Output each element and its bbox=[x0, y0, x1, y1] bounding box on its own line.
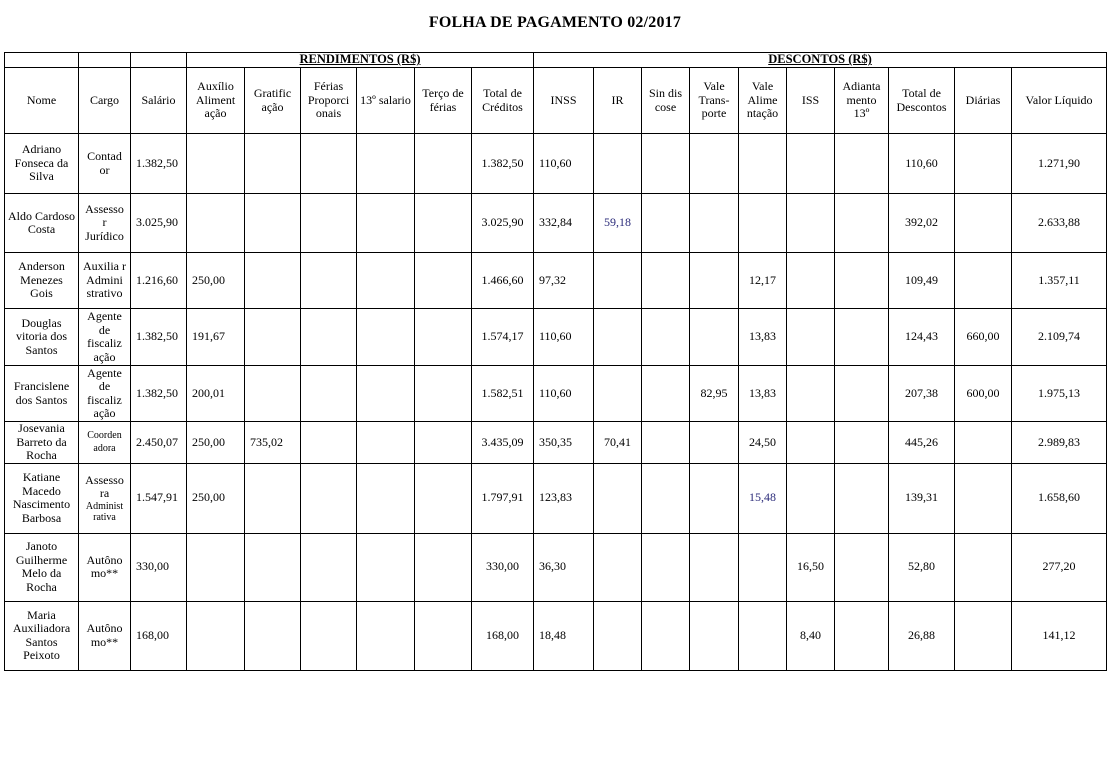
col-salario: Salário bbox=[131, 68, 187, 134]
cell-nome: Aldo Cardoso Costa bbox=[5, 194, 79, 253]
col-total-descontos: Total de Descontos bbox=[889, 68, 955, 134]
cell-ferias bbox=[301, 601, 357, 670]
cargo-text-small: Administ rativa bbox=[85, 500, 124, 523]
cell-valor-liquido: 277,20 bbox=[1012, 533, 1107, 601]
cell-vale-transporte bbox=[690, 194, 739, 253]
table-row bbox=[5, 422, 1107, 464]
cell-nome: Francislene dos Santos bbox=[5, 366, 79, 422]
cell-ir bbox=[594, 253, 642, 309]
group-header-row bbox=[5, 53, 1107, 68]
cell-inss: 350,35 bbox=[534, 422, 594, 464]
group-blank-3 bbox=[131, 53, 187, 68]
cell-inss: 97,32 bbox=[534, 253, 594, 309]
cell-total-descontos: 124,43 bbox=[889, 309, 955, 366]
cell-auxilio: 250,00 bbox=[187, 422, 245, 464]
cell-iss bbox=[787, 253, 835, 309]
cell-salario: 330,00 bbox=[131, 533, 187, 601]
cell-terco bbox=[415, 422, 472, 464]
cell-sindicato bbox=[642, 253, 690, 309]
table-row bbox=[5, 253, 1107, 309]
cell-total-creditos: 3.435,09 bbox=[472, 422, 534, 464]
cell-valor-liquido: 1.271,90 bbox=[1012, 134, 1107, 194]
cell-adiantamento bbox=[835, 194, 889, 253]
cargo-text: Assesso ra bbox=[85, 472, 124, 500]
cell-vale-alimentacao: 13,83 bbox=[739, 366, 787, 422]
cell-adiantamento bbox=[835, 253, 889, 309]
cell-salario: 1.547,91 bbox=[131, 463, 187, 533]
cell-nome: Katiane Macedo Nascimento Barbosa bbox=[5, 463, 79, 533]
cell-iss bbox=[787, 194, 835, 253]
cell-diarias bbox=[955, 463, 1012, 533]
col-gratificacao: Gratific ação bbox=[245, 68, 301, 134]
cell-vale-alimentacao bbox=[739, 134, 787, 194]
cell-auxilio bbox=[187, 134, 245, 194]
cell-valor-liquido: 1.975,13 bbox=[1012, 366, 1107, 422]
table-row bbox=[5, 134, 1107, 194]
cell-total-creditos: 1.574,17 bbox=[472, 309, 534, 366]
cell-sindicato bbox=[642, 601, 690, 670]
cell-cargo: Assesso r Jurídico bbox=[79, 194, 131, 253]
cell-terco bbox=[415, 463, 472, 533]
cell-vale-alimentacao bbox=[739, 601, 787, 670]
cell-vale-transporte bbox=[690, 309, 739, 366]
group-blank-2 bbox=[79, 53, 131, 68]
cell-decimo bbox=[357, 253, 415, 309]
cell-nome: Janoto Guilherme Melo da Rocha bbox=[5, 533, 79, 601]
cell-decimo bbox=[357, 422, 415, 464]
cell-gratificacao bbox=[245, 366, 301, 422]
cell-valor-liquido: 2.633,88 bbox=[1012, 194, 1107, 253]
cell-inss: 110,60 bbox=[534, 134, 594, 194]
cell-total-descontos: 26,88 bbox=[889, 601, 955, 670]
cell-gratificacao bbox=[245, 463, 301, 533]
payroll-table bbox=[4, 52, 1107, 671]
cell-vale-transporte: 82,95 bbox=[690, 366, 739, 422]
cell-vale-transporte bbox=[690, 253, 739, 309]
col-cargo: Cargo bbox=[79, 68, 131, 134]
cell-total-creditos: 1.582,51 bbox=[472, 366, 534, 422]
cell-diarias bbox=[955, 134, 1012, 194]
cell-salario: 2.450,07 bbox=[131, 422, 187, 464]
cell-auxilio: 250,00 bbox=[187, 253, 245, 309]
cell-cargo: Autôno mo** bbox=[79, 601, 131, 670]
col-ir: IR bbox=[594, 68, 642, 134]
cell-decimo bbox=[357, 134, 415, 194]
group-rendimentos: RENDIMENTOS (R$) bbox=[187, 53, 534, 68]
table-row bbox=[5, 194, 1107, 253]
col-adiantamento: Adianta mento 13º bbox=[835, 68, 889, 134]
cell-ferias bbox=[301, 194, 357, 253]
cell-valor-liquido: 1.357,11 bbox=[1012, 253, 1107, 309]
cell-decimo bbox=[357, 601, 415, 670]
cell-nome: Josevania Barreto da Rocha bbox=[5, 422, 79, 464]
cell-total-descontos: 207,38 bbox=[889, 366, 955, 422]
cell-vale-alimentacao: 24,50 bbox=[739, 422, 787, 464]
cell-diarias bbox=[955, 194, 1012, 253]
col-decimo: 13º salario bbox=[357, 68, 415, 134]
col-total-creditos: Total de Créditos bbox=[472, 68, 534, 134]
cell-auxilio: 250,00 bbox=[187, 463, 245, 533]
col-vale-alimentacao: Vale Alime ntação bbox=[739, 68, 787, 134]
cell-cargo: Agente de fiscaliz ação bbox=[79, 366, 131, 422]
cell-terco bbox=[415, 601, 472, 670]
payroll-rows bbox=[5, 134, 1107, 671]
table-row bbox=[5, 309, 1107, 366]
cell-total-descontos: 392,02 bbox=[889, 194, 955, 253]
cell-nome: Anderson Menezes Gois bbox=[5, 253, 79, 309]
cell-decimo bbox=[357, 309, 415, 366]
cell-total-creditos: 1.382,50 bbox=[472, 134, 534, 194]
cell-ferias bbox=[301, 366, 357, 422]
cell-vale-transporte bbox=[690, 422, 739, 464]
cell-nome: Maria Auxiliadora Santos Peixoto bbox=[5, 601, 79, 670]
cell-terco bbox=[415, 366, 472, 422]
cell-salario: 1.382,50 bbox=[131, 134, 187, 194]
cell-ferias bbox=[301, 309, 357, 366]
cell-total-descontos: 110,60 bbox=[889, 134, 955, 194]
cell-adiantamento bbox=[835, 134, 889, 194]
cell-decimo bbox=[357, 194, 415, 253]
cell-nome: Adriano Fonseca da Silva bbox=[5, 134, 79, 194]
cell-iss: 8,40 bbox=[787, 601, 835, 670]
cell-auxilio: 191,67 bbox=[187, 309, 245, 366]
col-sindicato: Sin dis cose bbox=[642, 68, 690, 134]
cell-cargo bbox=[79, 463, 131, 533]
cell-terco bbox=[415, 309, 472, 366]
cell-total-descontos: 445,26 bbox=[889, 422, 955, 464]
cell-iss bbox=[787, 463, 835, 533]
cell-valor-liquido: 2.109,74 bbox=[1012, 309, 1107, 366]
cell-ferias bbox=[301, 253, 357, 309]
cell-ir bbox=[594, 463, 642, 533]
cell-vale-alimentacao: 13,83 bbox=[739, 309, 787, 366]
cell-sindicato bbox=[642, 366, 690, 422]
col-iss: ISS bbox=[787, 68, 835, 134]
cell-salario: 3.025,90 bbox=[131, 194, 187, 253]
cell-salario: 1.216,60 bbox=[131, 253, 187, 309]
cell-ir bbox=[594, 533, 642, 601]
cell-nome: Douglas vitoria dos Santos bbox=[5, 309, 79, 366]
cell-vale-alimentacao: 12,17 bbox=[739, 253, 787, 309]
cell-terco bbox=[415, 253, 472, 309]
cell-iss bbox=[787, 366, 835, 422]
cell-total-creditos: 1.466,60 bbox=[472, 253, 534, 309]
cell-vale-transporte bbox=[690, 601, 739, 670]
cell-salario: 1.382,50 bbox=[131, 366, 187, 422]
cell-gratificacao: 735,02 bbox=[245, 422, 301, 464]
cell-adiantamento bbox=[835, 309, 889, 366]
cell-vale-alimentacao bbox=[739, 533, 787, 601]
cell-gratificacao bbox=[245, 134, 301, 194]
cell-diarias bbox=[955, 533, 1012, 601]
cell-ir: 70,41 bbox=[594, 422, 642, 464]
cell-vale-transporte bbox=[690, 134, 739, 194]
cell-adiantamento bbox=[835, 463, 889, 533]
cell-ir bbox=[594, 309, 642, 366]
cell-terco bbox=[415, 533, 472, 601]
cell-vale-transporte bbox=[690, 533, 739, 601]
cell-gratificacao bbox=[245, 533, 301, 601]
cell-total-creditos: 1.797,91 bbox=[472, 463, 534, 533]
cell-inss: 36,30 bbox=[534, 533, 594, 601]
cell-iss bbox=[787, 309, 835, 366]
cell-valor-liquido: 1.658,60 bbox=[1012, 463, 1107, 533]
cell-total-descontos: 52,80 bbox=[889, 533, 955, 601]
cell-salario: 168,00 bbox=[131, 601, 187, 670]
cell-cargo: Agente de fiscaliz ação bbox=[79, 309, 131, 366]
cell-inss: 123,83 bbox=[534, 463, 594, 533]
col-terco: Terço de férias bbox=[415, 68, 472, 134]
table-row bbox=[5, 366, 1107, 422]
cell-iss: 16,50 bbox=[787, 533, 835, 601]
cell-valor-liquido: 141,12 bbox=[1012, 601, 1107, 670]
cell-inss: 332,84 bbox=[534, 194, 594, 253]
col-valor-liquido: Valor Líquido bbox=[1012, 68, 1107, 134]
cell-adiantamento bbox=[835, 422, 889, 464]
col-diarias: Diárias bbox=[955, 68, 1012, 134]
cell-terco bbox=[415, 194, 472, 253]
group-descontos: DESCONTOS (R$) bbox=[534, 53, 1107, 68]
cell-ir bbox=[594, 601, 642, 670]
cell-ferias bbox=[301, 533, 357, 601]
table-row bbox=[5, 601, 1107, 670]
cell-ir bbox=[594, 134, 642, 194]
cell-sindicato bbox=[642, 463, 690, 533]
cell-cargo: Auxilia r Admini strativo bbox=[79, 253, 131, 309]
group-blank-1 bbox=[5, 53, 79, 68]
cell-terco bbox=[415, 134, 472, 194]
table-row bbox=[5, 533, 1107, 601]
cell-total-creditos: 330,00 bbox=[472, 533, 534, 601]
cell-iss bbox=[787, 134, 835, 194]
cell-cargo: Autôno mo** bbox=[79, 533, 131, 601]
cell-decimo bbox=[357, 463, 415, 533]
cell-inss: 18,48 bbox=[534, 601, 594, 670]
cell-adiantamento bbox=[835, 533, 889, 601]
col-vale-transporte: Vale Trans- porte bbox=[690, 68, 739, 134]
cell-decimo bbox=[357, 366, 415, 422]
col-ferias: Férias Proporci onais bbox=[301, 68, 357, 134]
cell-gratificacao bbox=[245, 253, 301, 309]
col-nome: Nome bbox=[5, 68, 79, 134]
cell-decimo bbox=[357, 533, 415, 601]
cell-auxilio bbox=[187, 194, 245, 253]
cell-sindicato bbox=[642, 422, 690, 464]
cell-ir: 59,18 bbox=[594, 194, 642, 253]
cell-ir bbox=[594, 366, 642, 422]
cell-diarias bbox=[955, 601, 1012, 670]
cell-ferias bbox=[301, 134, 357, 194]
cell-ferias bbox=[301, 463, 357, 533]
column-header-row bbox=[5, 68, 1107, 134]
cell-adiantamento bbox=[835, 366, 889, 422]
cell-diarias bbox=[955, 422, 1012, 464]
cell-total-descontos: 139,31 bbox=[889, 463, 955, 533]
cell-vale-transporte bbox=[690, 463, 739, 533]
page-title: FOLHA DE PAGAMENTO 02/2017 bbox=[428, 14, 682, 31]
cell-auxilio bbox=[187, 533, 245, 601]
cell-gratificacao bbox=[245, 309, 301, 366]
cell-adiantamento bbox=[835, 601, 889, 670]
cell-vale-alimentacao: 15,48 bbox=[739, 463, 787, 533]
cell-sindicato bbox=[642, 134, 690, 194]
cell-total-creditos: 3.025,90 bbox=[472, 194, 534, 253]
col-auxilio: Auxílio Aliment ação bbox=[187, 68, 245, 134]
cell-sindicato bbox=[642, 309, 690, 366]
cell-gratificacao bbox=[245, 601, 301, 670]
cell-gratificacao bbox=[245, 194, 301, 253]
cell-iss bbox=[787, 422, 835, 464]
cell-ferias bbox=[301, 422, 357, 464]
cell-total-descontos: 109,49 bbox=[889, 253, 955, 309]
cell-cargo: Coorden adora bbox=[79, 422, 131, 464]
cell-vale-alimentacao bbox=[739, 194, 787, 253]
cell-diarias bbox=[955, 253, 1012, 309]
cell-sindicato bbox=[642, 533, 690, 601]
cell-inss: 110,60 bbox=[534, 366, 594, 422]
col-inss: INSS bbox=[534, 68, 594, 134]
cell-auxilio bbox=[187, 601, 245, 670]
cell-sindicato bbox=[642, 194, 690, 253]
cell-auxilio: 200,01 bbox=[187, 366, 245, 422]
table-row bbox=[5, 463, 1107, 533]
cell-valor-liquido: 2.989,83 bbox=[1012, 422, 1107, 464]
cell-diarias: 600,00 bbox=[955, 366, 1012, 422]
cell-total-creditos: 168,00 bbox=[472, 601, 534, 670]
cell-inss: 110,60 bbox=[534, 309, 594, 366]
cell-salario: 1.382,50 bbox=[131, 309, 187, 366]
cell-diarias: 660,00 bbox=[955, 309, 1012, 366]
cell-cargo: Contad or bbox=[79, 134, 131, 194]
